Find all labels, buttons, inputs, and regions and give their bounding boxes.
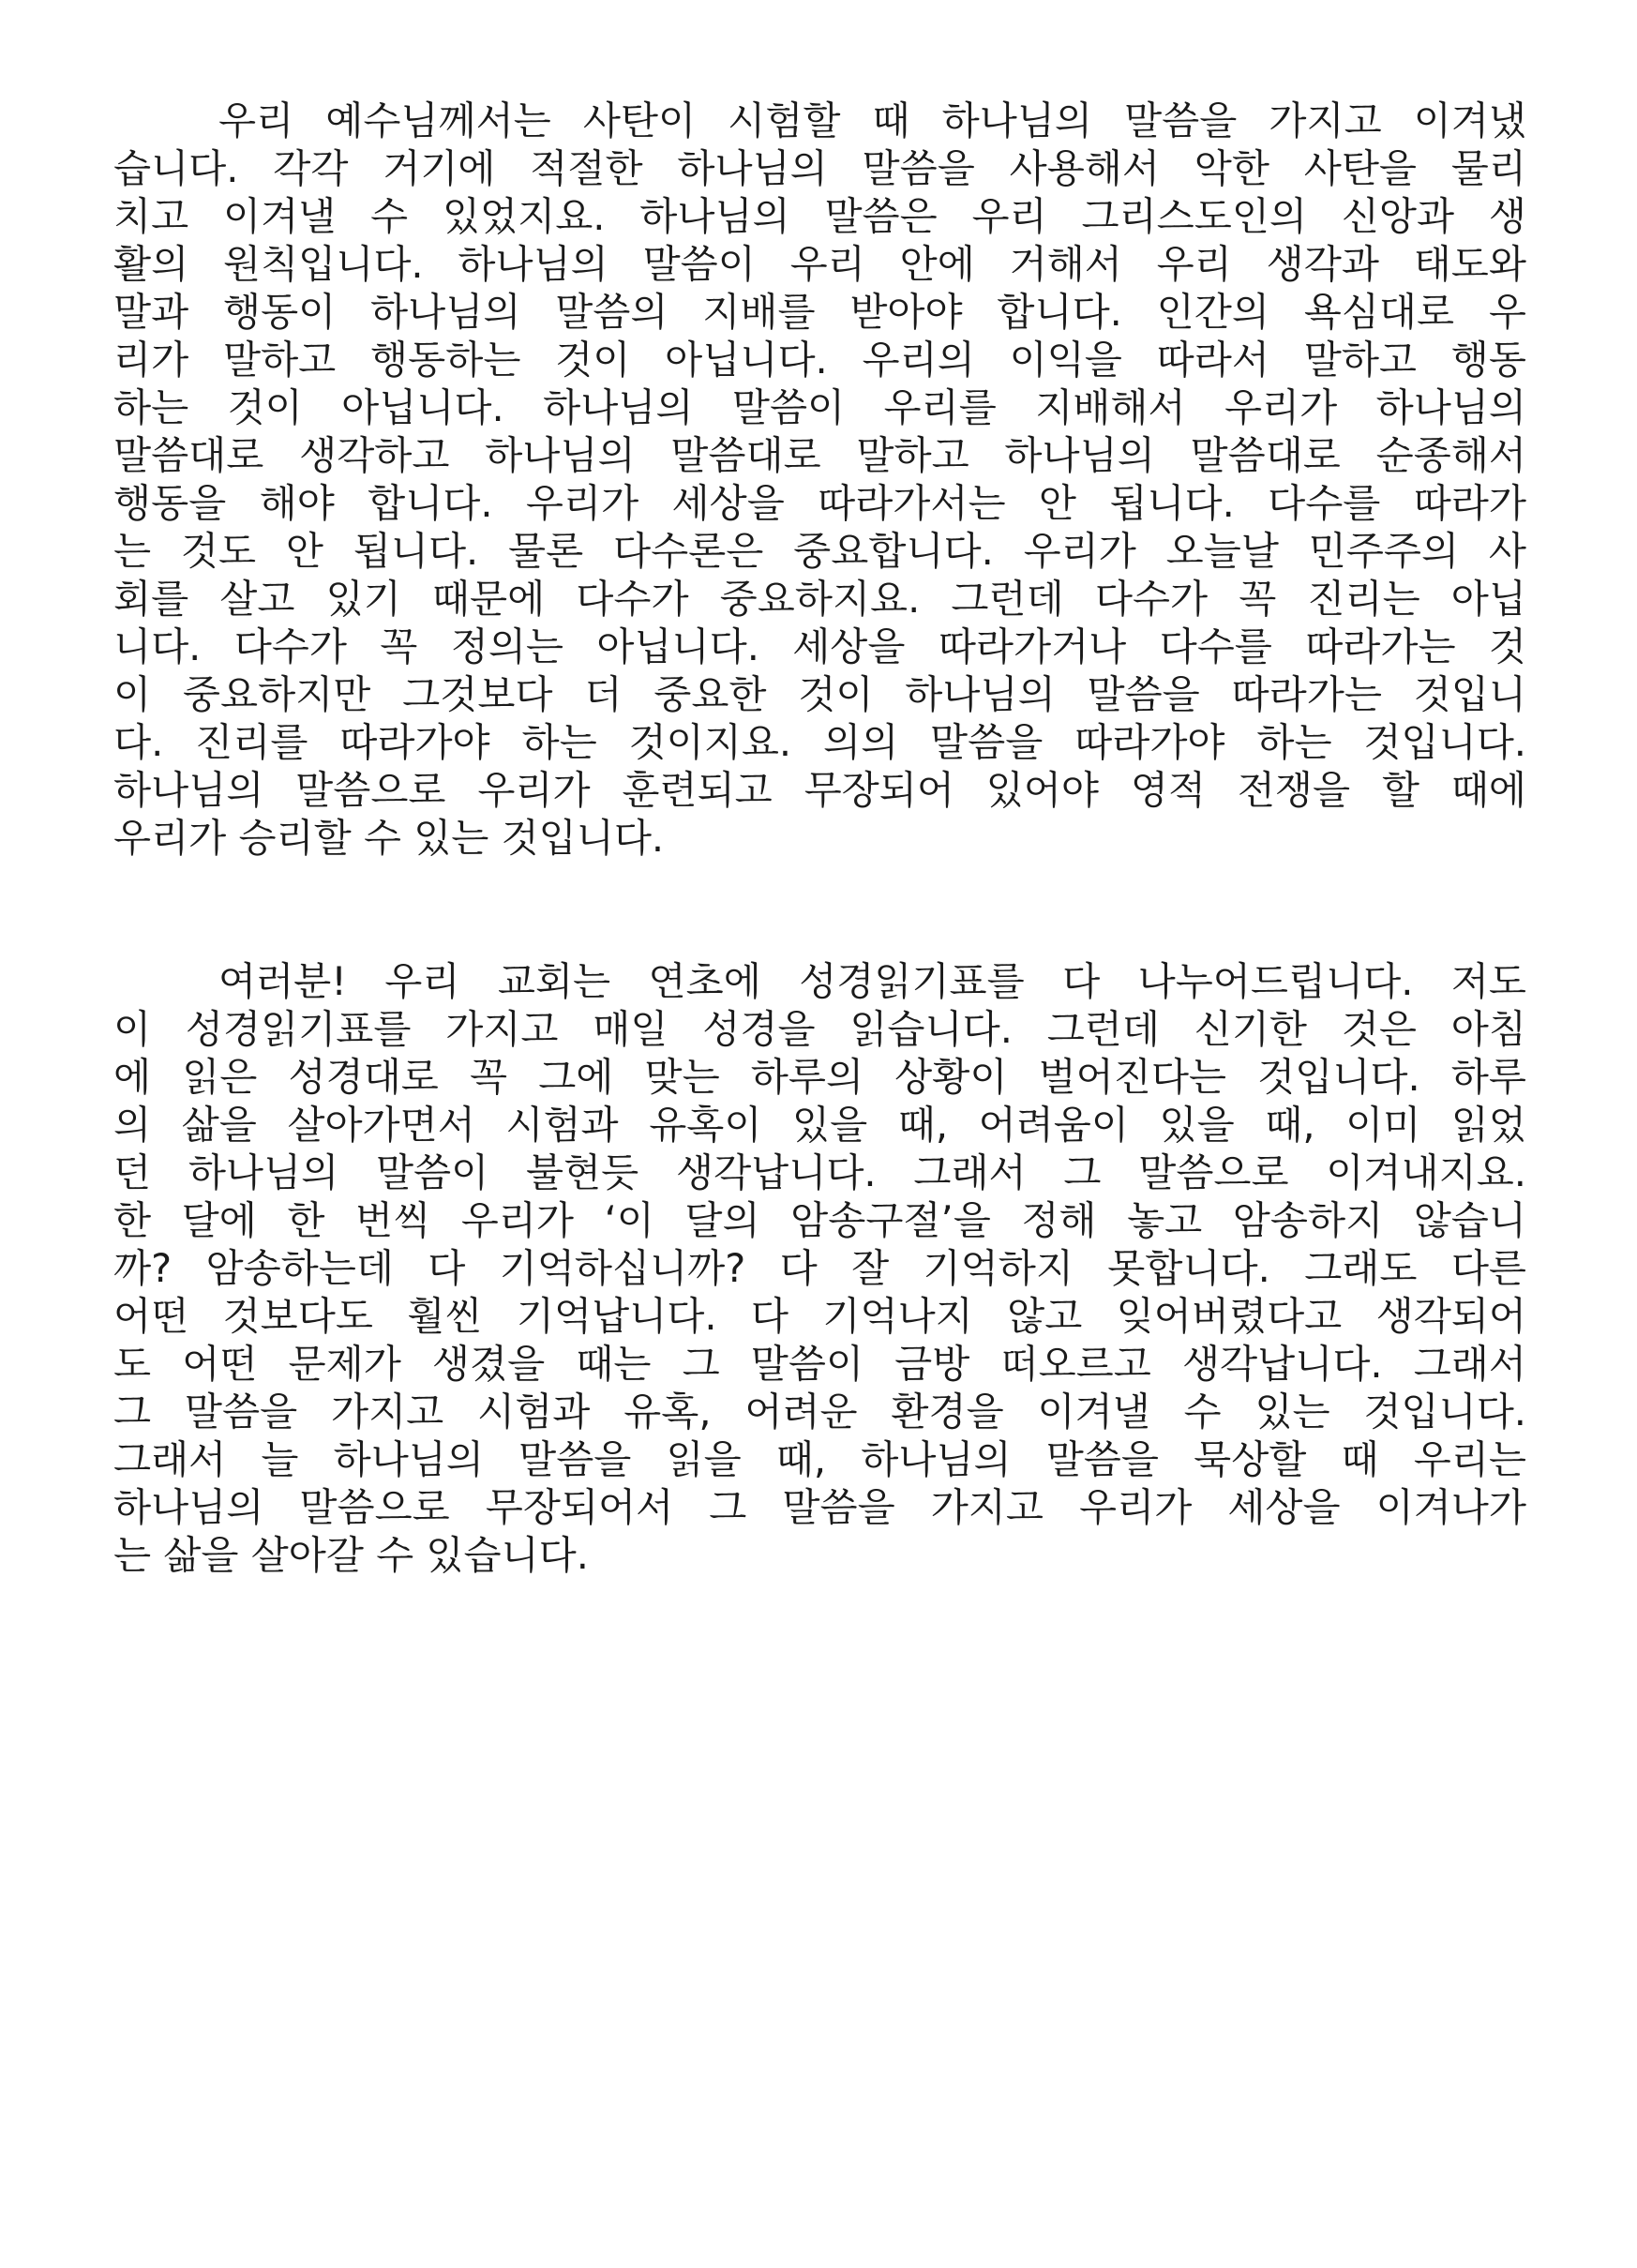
text-line: 어떤 것보다도 훨씬 기억납니다. 다 기억나지 않고 잊어버렸다고 생각되어 — [113, 1293, 1526, 1339]
text-line: 행동을 해야 합니다. 우리가 세상을 따라가서는 안 됩니다. 다수를 따라가 — [113, 480, 1526, 526]
text-line: 회를 살고 있기 때문에 다수가 중요하지요. 그런데 다수가 꼭 진리는 아닙 — [113, 576, 1526, 622]
text-line: 니다. 다수가 꼭 정의는 아닙니다. 세상을 따라가거나 다수를 따라가는 것 — [113, 623, 1526, 669]
text-line: 도 어떤 문제가 생겼을 때는 그 말씀이 금방 떠오르고 생각납니다. 그래서 — [113, 1341, 1526, 1387]
text-line: 다. 진리를 따라가야 하는 것이지요. 의의 말씀을 따라가야 하는 것입니다. — [113, 719, 1526, 765]
text-line: 의 삶을 살아가면서 시험과 유혹이 있을 때, 어려움이 있을 때, 이미 읽었 — [113, 1102, 1526, 1148]
text-line: 하나님의 말씀으로 우리가 훈련되고 무장되어 있어야 영적 전쟁을 할 때에 — [113, 767, 1526, 813]
text-line: 말과 행동이 하나님의 말씀의 지배를 받아야 합니다. 인간의 욕심대로 우 — [113, 289, 1526, 335]
text-line: 그 말씀을 가지고 시험과 유혹, 어려운 환경을 이겨낼 수 있는 것입니다. — [113, 1389, 1526, 1434]
text-line: 리가 말하고 행동하는 것이 아닙니다. 우리의 이익을 따라서 말하고 행동 — [113, 337, 1526, 383]
paragraph-2 — [113, 957, 1526, 1579]
text-line: 습니다. 각각 거기에 적절한 하나님의 말씀을 사용해서 악한 사탄을 물리 — [113, 145, 1526, 191]
text-line: 는 삶을 살아갈 수 있습니다. — [113, 1532, 589, 1578]
document-body — [113, 97, 1526, 1579]
paragraph-gap — [113, 862, 1526, 957]
document-page — [113, 97, 1526, 1579]
text-line: 던 하나님의 말씀이 불현듯 생각납니다. 그래서 그 말씀으로 이겨내지요. — [113, 1149, 1526, 1195]
text-line: 까? 암송하는데 다 기억하십니까? 다 잘 기억하지 못합니다. 그래도 다른 — [113, 1245, 1526, 1291]
text-line: 우리 예수님께서는 사탄이 시험할 때 하나님의 말씀을 가지고 이겨냈 — [218, 98, 1526, 143]
text-line: 에 읽은 성경대로 꼭 그에 맞는 하루의 상황이 벌어진다는 것입니다. 하루 — [113, 1054, 1526, 1100]
text-line: 하나님의 말씀으로 무장되어서 그 말씀을 가지고 우리가 세상을 이겨나가 — [113, 1484, 1526, 1530]
text-line: 이 성경읽기표를 가지고 매일 성경을 읽습니다. 그런데 신기한 것은 아침 — [113, 1006, 1526, 1052]
text-line: 활의 원칙입니다. 하나님의 말씀이 우리 안에 거해서 우리 생각과 태도와 — [113, 241, 1526, 287]
text-line: 한 달에 한 번씩 우리가 ‘이 달의 암송구절’을 정해 놓고 암송하지 않습니 — [113, 1197, 1526, 1243]
text-line: 여러분! 우리 교회는 연초에 성경읽기표를 다 나누어드립니다. 저도 — [218, 958, 1526, 1004]
text-line: 이 중요하지만 그것보다 더 중요한 것이 하나님의 말씀을 따라가는 것입니 — [113, 671, 1526, 717]
text-line: 그래서 늘 하나님의 말씀을 읽을 때, 하나님의 말씀을 묵상할 때 우리는 — [113, 1436, 1526, 1482]
text-line: 말씀대로 생각하고 하나님의 말씀대로 말하고 하나님의 말씀대로 순종해서 — [113, 432, 1526, 478]
text-line: 우리가 승리할 수 있는 것입니다. — [113, 815, 665, 861]
text-line: 치고 이겨낼 수 있었지요. 하나님의 말씀은 우리 그리스도인의 신앙과 생 — [113, 193, 1526, 239]
text-line: 는 것도 안 됩니다. 물론 다수론은 중요합니다. 우리가 오늘날 민주주의 사 — [113, 528, 1526, 574]
text-line: 하는 것이 아닙니다. 하나님의 말씀이 우리를 지배해서 우리가 하나님의 — [113, 384, 1526, 430]
paragraph-1 — [113, 97, 1526, 862]
